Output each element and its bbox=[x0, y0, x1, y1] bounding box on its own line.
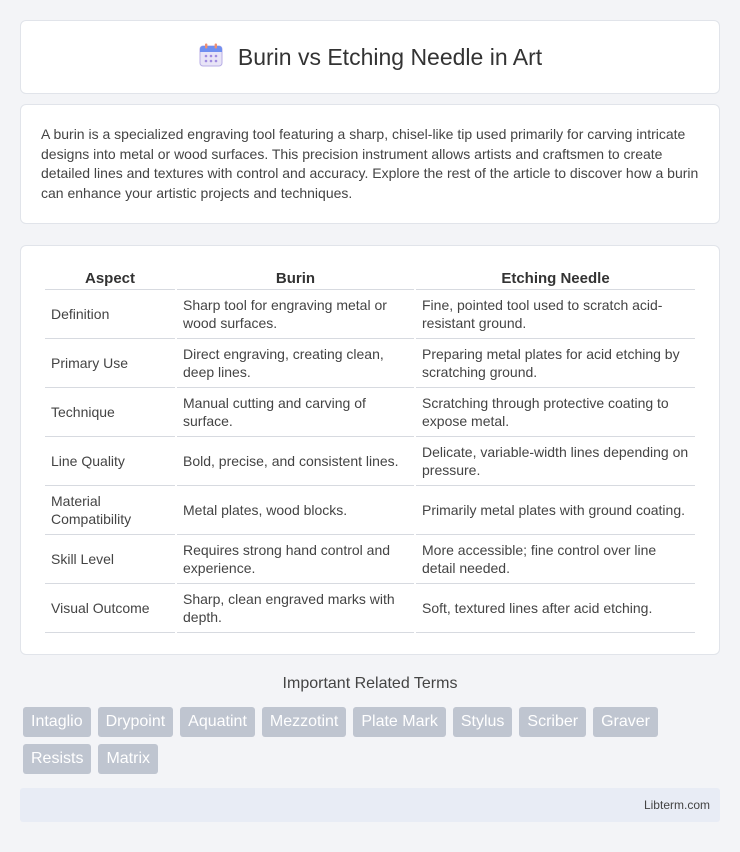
row-burin: Sharp, clean engraved marks with depth. bbox=[177, 584, 414, 633]
header-aspect: Aspect bbox=[45, 266, 175, 290]
tag-scriber[interactable]: Scriber bbox=[519, 707, 586, 737]
row-aspect: Line Quality bbox=[45, 437, 175, 486]
tag-drypoint[interactable]: Drypoint bbox=[98, 707, 174, 737]
comparison-card bbox=[20, 245, 720, 655]
calendar-icon bbox=[198, 42, 224, 73]
table-header-row bbox=[45, 266, 695, 290]
tag-intaglio[interactable]: Intaglio bbox=[23, 707, 91, 737]
row-aspect: Material Compatibility bbox=[45, 486, 175, 535]
table-row bbox=[45, 535, 695, 584]
tag-stylus[interactable]: Stylus bbox=[453, 707, 513, 737]
comparison-table bbox=[43, 266, 697, 633]
row-etching-needle: Scratching through protective coating to expose metal. bbox=[416, 388, 695, 437]
tag-matrix[interactable]: Matrix bbox=[98, 744, 158, 774]
header-burin: Burin bbox=[177, 266, 414, 290]
table-row bbox=[45, 388, 695, 437]
footer bbox=[20, 788, 720, 822]
table-row bbox=[45, 339, 695, 388]
row-burin: Direct engraving, creating clean, deep lines. bbox=[177, 339, 414, 388]
intro-text: A burin is a specialized engraving tool featuring a sharp, chisel-like tip used primarily for carving intricate designs into metal or wood surfaces. This precision instrument allows artists and craftsmen to create detailed lines and textures with control and accuracy. Explore the rest of the article to discover how a burin can enhance your artistic projects and techniques. bbox=[41, 126, 699, 201]
row-aspect: Skill Level bbox=[45, 535, 175, 584]
row-etching-needle: More accessible; fine control over line detail needed. bbox=[416, 535, 695, 584]
table-row bbox=[45, 437, 695, 486]
row-burin: Manual cutting and carving of surface. bbox=[177, 388, 414, 437]
row-etching-needle: Soft, textured lines after acid etching. bbox=[416, 584, 695, 633]
related-terms-title: Important Related Terms bbox=[282, 675, 458, 692]
header-card bbox=[20, 20, 720, 94]
row-aspect: Technique bbox=[45, 388, 175, 437]
row-etching-needle: Primarily metal plates with ground coating. bbox=[416, 486, 695, 535]
footer-brand[interactable]: Libterm.com bbox=[643, 798, 710, 812]
tag-plate-mark[interactable]: Plate Mark bbox=[353, 707, 445, 737]
intro-card bbox=[20, 104, 720, 224]
related-terms-list bbox=[23, 707, 723, 774]
row-aspect: Primary Use bbox=[45, 339, 175, 388]
row-aspect: Definition bbox=[45, 290, 175, 339]
row-aspect: Visual Outcome bbox=[45, 584, 175, 633]
table-row bbox=[45, 290, 695, 339]
row-burin: Metal plates, wood blocks. bbox=[177, 486, 414, 535]
table-row bbox=[45, 486, 695, 535]
row-etching-needle: Delicate, variable-width lines depending on pressure. bbox=[416, 437, 695, 486]
tag-mezzotint[interactable]: Mezzotint bbox=[262, 707, 346, 737]
tag-resists[interactable]: Resists bbox=[23, 744, 91, 774]
tag-aquatint[interactable]: Aquatint bbox=[180, 707, 255, 737]
row-burin: Requires strong hand control and experience. bbox=[177, 535, 414, 584]
row-etching-needle: Preparing metal plates for acid etching by scratching ground. bbox=[416, 339, 695, 388]
page-title: Burin vs Etching Needle in Art bbox=[237, 43, 543, 70]
row-etching-needle: Fine, pointed tool used to scratch acid-resistant ground. bbox=[416, 290, 695, 339]
row-burin: Bold, precise, and consistent lines. bbox=[177, 437, 414, 486]
table-row bbox=[45, 584, 695, 633]
header-etching-needle: Etching Needle bbox=[416, 266, 695, 290]
tag-graver[interactable]: Graver bbox=[593, 707, 658, 737]
row-burin: Sharp tool for engraving metal or wood surfaces. bbox=[177, 290, 414, 339]
